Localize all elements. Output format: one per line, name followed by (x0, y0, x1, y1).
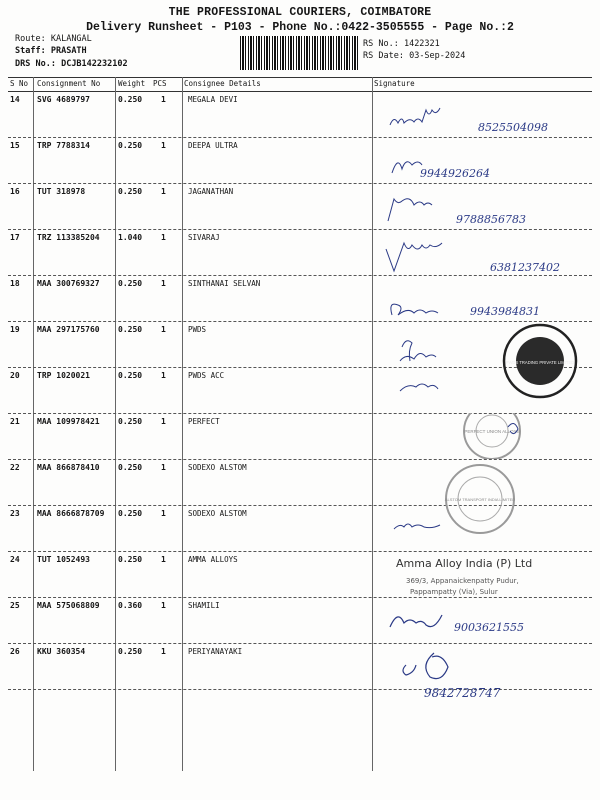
row-sno: 15 (10, 141, 20, 150)
col-consignee: Consignee Details (184, 79, 261, 88)
row-pcs: 1 (161, 647, 166, 656)
row-sno: 18 (10, 279, 20, 288)
row-consignment-no: MAA 297175760 (37, 325, 100, 334)
signature-row-19-20 (380, 321, 590, 413)
row-sno: 26 (10, 647, 20, 656)
row-weight: 0.250 (118, 141, 143, 150)
row-sno: 22 (10, 463, 20, 472)
row-sno: 23 (10, 509, 20, 518)
row-weight: 1.040 (118, 233, 143, 242)
signature-row-24 (380, 551, 590, 597)
row-sno: 17 (10, 233, 20, 242)
row-consignee: SINTHANAI SELVAN (188, 279, 261, 288)
row-pcs: 1 (161, 141, 166, 150)
row-sno: 16 (10, 187, 20, 196)
staff-line (15, 46, 87, 56)
row-pcs: 1 (161, 463, 166, 472)
staff-label: Staff: (15, 46, 46, 56)
page-title: THE PROFESSIONAL COURIERS, COIMBATORE (168, 6, 432, 19)
row-consignee: SIVARAJ (188, 233, 220, 242)
row-pcs: 1 (161, 233, 166, 242)
route-label: Route: (15, 34, 46, 44)
signature-phone: 9788856783 (456, 213, 526, 226)
row-pcs: 1 (161, 325, 166, 334)
row-pcs: 1 (161, 279, 166, 288)
row-consignment-no: TUT 318978 (37, 187, 86, 196)
row-consignment-no: MAA 109978421 (37, 417, 100, 426)
row-weight: 0.250 (118, 187, 143, 196)
signature-row-18 (380, 275, 590, 321)
runsheet-subtitle: Delivery Runsheet - P103 - Phone No.:0422-3505555 - Page No.:2 (86, 21, 514, 34)
row-consignee: MEGALA DEVI (188, 95, 238, 104)
route-value: KALANGAL (50, 34, 92, 44)
stamp-amma-addr1: 369/3, Appanaickenpatty Pudur, (406, 577, 519, 585)
col-consignment: Consignment No (37, 79, 101, 88)
row-sno: 20 (10, 371, 20, 380)
signature-row-21 (380, 413, 590, 459)
drs-label: DRS No.: (15, 59, 56, 69)
row-sno: 24 (10, 555, 20, 564)
signature-row-15 (380, 137, 590, 183)
row-weight: 0.360 (118, 601, 143, 610)
rs-date-label: RS Date: (363, 51, 404, 61)
row-weight: 0.250 (118, 555, 143, 564)
row-weight: 0.250 (118, 325, 143, 334)
row-consignment-no: MAA 866878410 (37, 463, 100, 472)
row-consignment-no: TRZ 113385204 (37, 233, 100, 242)
row-pcs: 1 (161, 601, 166, 610)
signature-row-22-23 (380, 459, 590, 551)
row-pcs: 1 (161, 417, 166, 426)
row-sno: 21 (10, 417, 20, 426)
signature-phone: 8525504098 (478, 121, 548, 134)
row-consignment-no: MAA 300769327 (37, 279, 100, 288)
row-sno: 19 (10, 325, 20, 334)
rs-date-line (363, 51, 465, 61)
row-consignee: JAGANATHAN (188, 187, 234, 196)
stamp-pwds: PWDS TRADING PRIVATE LIMITED (505, 360, 575, 365)
row-pcs: 1 (161, 187, 166, 196)
stamp-amma-addr2: Pappampatty (Via), Sulur (410, 588, 498, 596)
row-weight: 0.250 (118, 95, 143, 104)
staff-value: PRASATH (50, 46, 87, 56)
signature-row-17 (380, 229, 590, 275)
col-sno: S No (10, 79, 29, 88)
signature-phone: 9003621555 (454, 621, 524, 634)
row-consignment-no: SVG 4689797 (37, 95, 90, 104)
col-weight: Weight (118, 79, 146, 88)
row-weight: 0.250 (118, 417, 143, 426)
rs-no-line (363, 39, 440, 49)
row-consignee: PWDS ACC (188, 371, 225, 380)
row-consignment-no: TRP 7788314 (37, 141, 90, 150)
row-pcs: 1 (161, 555, 166, 564)
row-weight: 0.250 (118, 647, 143, 656)
row-consignee: SODEXO ALSTOM (188, 509, 247, 518)
drs-value: DCJB142232102 (61, 59, 128, 69)
row-weight: 0.250 (118, 371, 143, 380)
row-consignment-no: KKU 360354 (37, 647, 86, 656)
rs-no-value: 1422321 (403, 39, 440, 49)
signature-row-26 (380, 643, 590, 703)
row-consignee: PERFECT (188, 417, 220, 426)
signature-row-16 (380, 183, 590, 229)
row-weight: 0.250 (118, 279, 143, 288)
col-pcs: PCS (153, 79, 167, 88)
row-pcs: 1 (161, 371, 166, 380)
row-consignee: PERIYANAYAKI (188, 647, 243, 656)
signature-phone: 9943984831 (470, 305, 540, 318)
signature-phone: 6381237402 (490, 261, 560, 274)
row-consignee: SHAMILI (188, 601, 220, 610)
row-weight: 0.250 (118, 463, 143, 472)
route-line (15, 34, 92, 44)
row-consignment-no: TRP 1020021 (37, 371, 90, 380)
row-consignee: SODEXO ALSTOM (188, 463, 247, 472)
stamp-amma-name: Amma Alloy India (P) Ltd (396, 557, 533, 570)
row-pcs: 1 (161, 95, 166, 104)
row-weight: 0.250 (118, 509, 143, 518)
row-sno: 25 (10, 601, 20, 610)
rs-no-label: RS No.: (363, 39, 399, 49)
row-sno: 14 (10, 95, 20, 104)
row-consignment-no: MAA 8666878709 (37, 509, 105, 518)
row-consignee: PWDS (188, 325, 207, 334)
signature-phone: 9944926264 (420, 167, 490, 180)
drs-line (15, 59, 128, 69)
row-consignment-no: MAA 575068809 (37, 601, 100, 610)
signature-phone: 9842728747 (424, 686, 501, 700)
col-signature: Signature (374, 79, 415, 88)
stamp-perfect: PERFECT UNION ALLOYS (464, 429, 520, 434)
rs-date-value: 03-Sep-2024 (409, 51, 466, 61)
stamp-alstom: ALSTOM TRANSPORT INDIA LIMITED (444, 497, 516, 502)
row-consignee: AMMA ALLOYS (188, 555, 238, 564)
row-consignee: DEEPA ULTRA (188, 141, 238, 150)
signature-row-25 (380, 597, 590, 643)
row-pcs: 1 (161, 509, 166, 518)
signature-row-14 (380, 91, 590, 137)
row-consignment-no: TUT 1052493 (37, 555, 90, 564)
barcode (240, 36, 358, 70)
